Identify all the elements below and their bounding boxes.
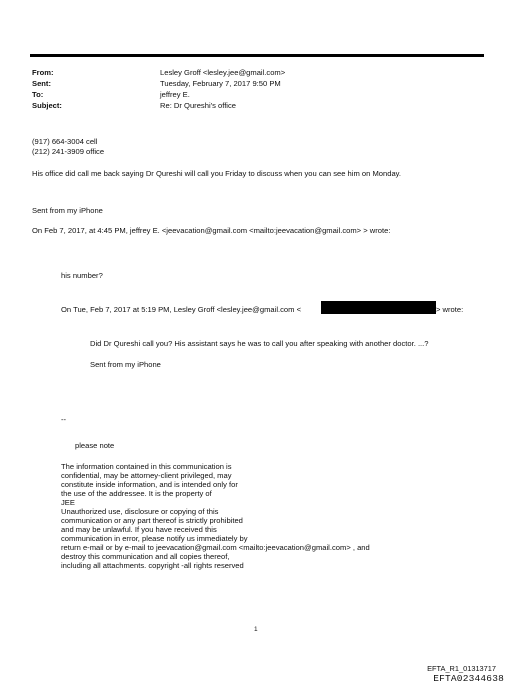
disclaimer-line: including all attachments. copyright -all rights reserved: [61, 561, 244, 570]
please-note: please note: [75, 441, 115, 450]
disclaimer-line: return e-mail or by e-mail to jeevacation@gmail.com <mailto:jeevacation@gmail.com> , and: [61, 543, 370, 552]
phone-cell: (917) 664-3004 cell: [32, 137, 98, 146]
disclaimer: [61, 462, 370, 570]
to-value: jeffrey E.: [160, 90, 190, 99]
to-label: To:: [32, 90, 44, 99]
disclaimer-line: JEE: [61, 498, 75, 507]
subject-value: Re: Dr Qureshi's office: [160, 101, 237, 110]
header-rule: [30, 54, 484, 57]
disclaimer-line: Unauthorized use, disclosure or copying of this: [61, 507, 219, 516]
disclaimer-line: and may be unlawful. If you have received this: [61, 525, 217, 534]
bates-number-large: EFTA02344638: [433, 673, 504, 684]
redaction-box: [321, 301, 436, 314]
signature: Sent from my iPhone: [32, 206, 103, 215]
quote2-text: Did Dr Qureshi call you? His assistant says he was to call you after speaking with another doctor. ...?: [90, 339, 429, 348]
from-value: Lesley Groff <lesley.jee@gmail.com>: [160, 68, 286, 77]
bates-number-small: EFTA_R1_01313717: [427, 664, 496, 673]
quote1-text: his number?: [61, 271, 103, 280]
sent-label: Sent:: [32, 79, 51, 88]
sent-value: Tuesday, February 7, 2017 9:50 PM: [160, 79, 281, 88]
quote1-intro: On Feb 7, 2017, at 4:45 PM, jeffrey E. <jeevacation@gmail.com <mailto:jeevacation@gmail.com> > wrote:: [32, 226, 391, 235]
message-text: His office did call me back saying Dr Qureshi will call you Friday to discuss when you can see him on Monday.: [32, 169, 402, 178]
quote2-signature: Sent from my iPhone: [90, 360, 161, 369]
phone-office: (212) 241-3909 office: [32, 147, 105, 156]
from-label: From:: [32, 68, 54, 77]
disclaimer-line: confidential, may be attorney-client privileged, may: [61, 471, 232, 480]
disclaimer-line: the use of the addressee. It is the property of: [61, 489, 212, 498]
page-number: 1: [254, 626, 258, 633]
disclaimer-line: destroy this communication and all copies thereof,: [61, 552, 230, 561]
separator: --: [61, 415, 67, 424]
disclaimer-line: communication or any part thereof is strictly prohibited: [61, 516, 243, 525]
quote2-intro-suffix: > wrote:: [436, 305, 464, 314]
subject-label: Subject:: [32, 101, 62, 110]
disclaimer-line: The information contained in this communication is: [61, 462, 232, 471]
disclaimer-line: communication in error, please notify us immediately by: [61, 534, 248, 543]
quote2-intro-prefix: On Tue, Feb 7, 2017 at 5:19 PM, Lesley Groff <lesley.jee@gmail.com <: [61, 305, 302, 314]
disclaimer-line: constitute inside information, and is intended only for: [61, 480, 238, 489]
